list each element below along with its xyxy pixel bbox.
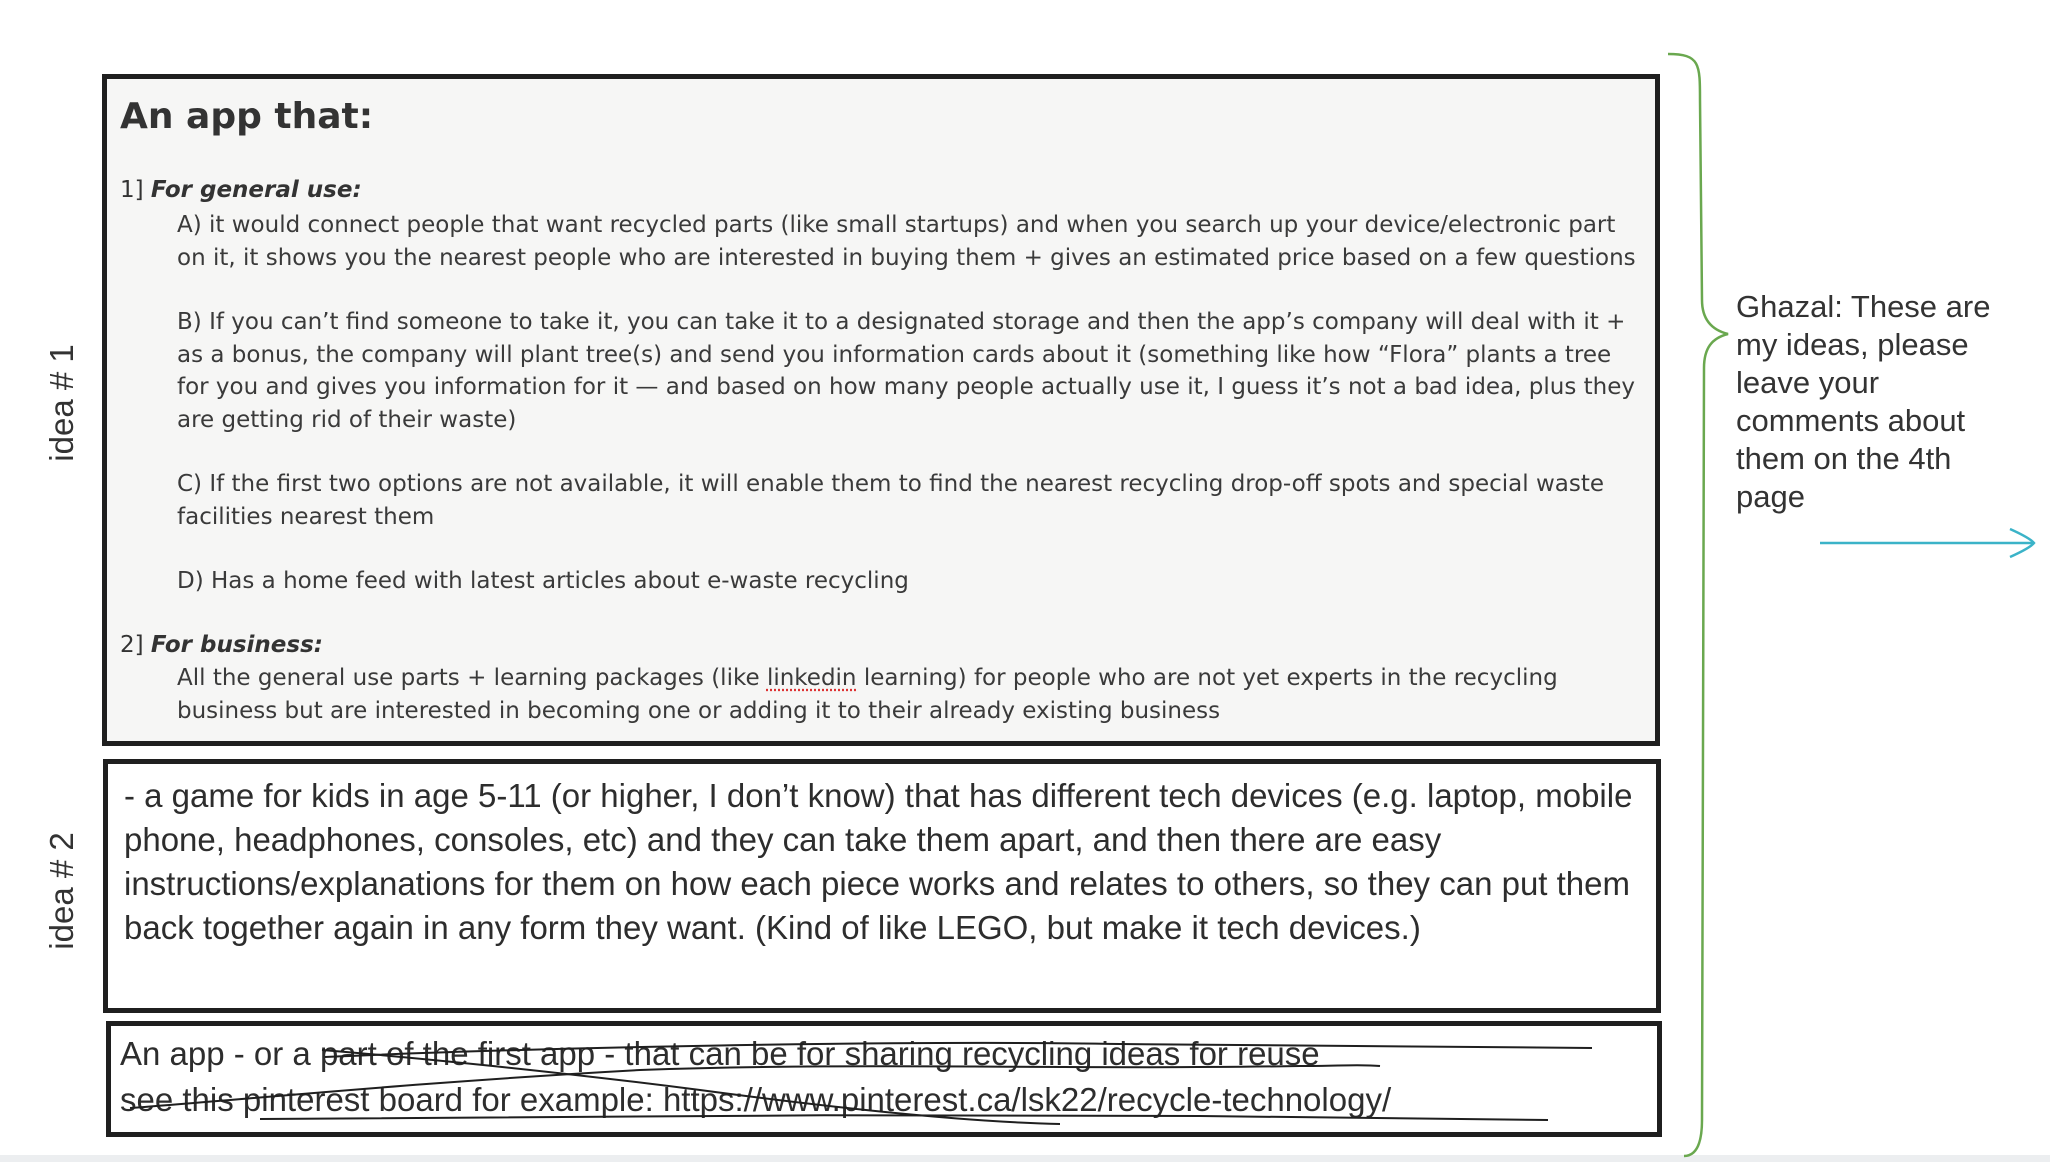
general-use-number: 1] [120, 177, 144, 203]
idea-3-line-2: see this pinterest board for example: https://www.pinterest.ca/lsk22/recycle-technology/ [120, 1081, 1392, 1118]
general-use-item-c: C) If the first two options are not available, it will enable them to find the nearest recycling drop-off spots and special waste facilities nearest them [177, 471, 1605, 530]
general-use-item-a: A) it would connect people that want recycled parts (like small startups) and when you search up your device/electronic part on it, it shows you the nearest people who are interested in buying them + gives an estimated price based on a few questions [177, 212, 1636, 271]
spellcheck-marked-word: linkedin [766, 665, 857, 691]
business-number: 2] [120, 632, 144, 658]
general-use-item-d: D) Has a home feed with latest articles about e-waste recycling [177, 568, 909, 594]
idea-1-heading: An app that: [120, 96, 374, 137]
crossed-out-scribble [130, 1043, 1592, 1124]
idea-1-label: idea # 1 [43, 344, 80, 462]
idea-3-line-1: An app - or a part of the first app - that can be for sharing recycling ideas for reuse [120, 1035, 1320, 1072]
curly-brace-icon [1668, 54, 1728, 1156]
business-text-after: learning) for people who are not yet experts in the recycling business but are interested in becoming one or adding it to their already existing business [177, 665, 1558, 724]
right-arrow-icon [1820, 529, 2034, 557]
business-title: For business: [150, 632, 323, 658]
ghazal-comment-note: Ghazal: These are my ideas, please leave your comments about them on the 4th page [1736, 289, 1991, 514]
general-use-title: For general use: [150, 177, 362, 203]
idea-2-label: idea # 2 [43, 832, 80, 950]
business-text-before: All the general use parts + learning packages (like [177, 665, 767, 691]
idea-2-description: - a game for kids in age 5-11 (or higher, I don’t know) that has different tech devices (e.g. laptop, mobile phone, headphones, consoles, etc) and they can take them apart, and then there are easy instructions/explanations for them on how each piece works and relates to others, so they can put them back together again in any form they want. (Kind of like LEGO, but make it tech devices.) [124, 777, 1633, 946]
general-use-item-b: B) If you can’t find someone to take it, you can take it to a designated storage and then the app’s company will deal with it + as a bonus, the company will plant tree(s) and send you information cards about it (something like how “Flora” plants a tree for you and gives you information for it — and based on how many people actually use it, I guess it’s not a bad idea, plus they are getting rid of their waste) [177, 309, 1636, 433]
